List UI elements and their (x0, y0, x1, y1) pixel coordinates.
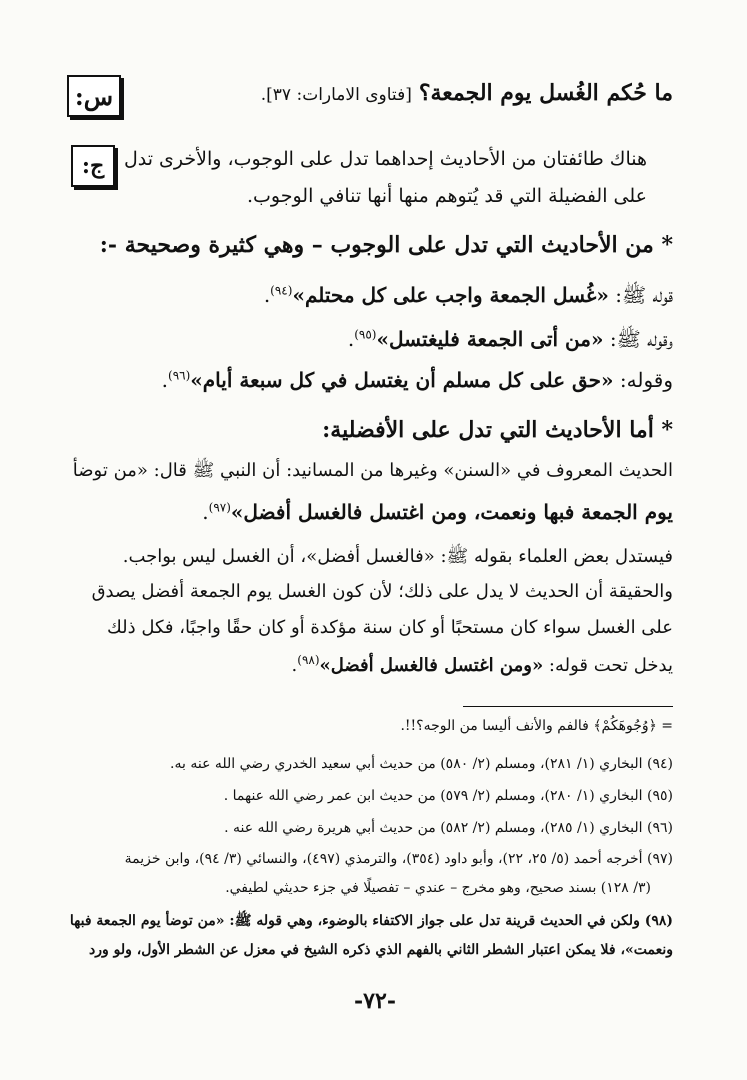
footnote-divider (463, 706, 673, 707)
hadith-line-2 (348, 327, 673, 356)
footnote-ref-98: (٩٨) (297, 653, 320, 667)
footnote-97-continued: (٣/ ١٢٨) بسند صحيح، وهو مخرج – عندي – تفصيلًا في جزء حديثي لطيفي. (225, 880, 651, 896)
section-heading-obligation: * من الأحاديث التي تدل على الوجوب – وهي كثيرة وصحيحة -: (99, 232, 673, 258)
paragraph-line-3: فيستدل بعض العلماء بقوله ﷺ: «فالغسل أفضل»، أن الغسل ليس بواجب. (122, 546, 673, 567)
answer-label-box (71, 145, 115, 187)
hadith-3-intro: وقوله: (613, 368, 673, 392)
footnote-94: (٩٤) البخاري (١/ ٢٨١)، ومسلم (٢/ ٥٨٠) من حديث أبي سعيد الخدري رضي الله عنه به. (170, 756, 673, 772)
section-heading-virtue: * أما الأحاديث التي تدل على الأفضلية: (322, 417, 673, 443)
hadith-2-intro: وقوله ﷺ: (603, 327, 673, 351)
question-label-box (67, 75, 121, 117)
answer-line-1: هناك طائفتان من الأحاديث إحداهما تدل على الوجوب، والأخرى تدل (123, 148, 647, 170)
hadith-line-1 (264, 283, 673, 312)
hadith-4-text: يوم الجمعة فبها ونعمت، ومن اغتسل فالغسل أفضل» (230, 500, 673, 524)
hadith-line-3 (162, 368, 673, 392)
hadith-3-end: . (161, 368, 169, 392)
footnote-98-continued: ونعمت»، فلا يمكن اعتبار الشطر الثاني بالفهم الذي ذكره الشيخ في معزل عن الشطر الأول، ولو ورد (88, 942, 673, 958)
question-source: [فتاوى الامارات: ٣٧]. (260, 85, 412, 105)
paragraph-line-6-end: . (291, 655, 298, 676)
paragraph-line-5: على الغسل سواء كان مستحبًا أو كان سنة مؤكدة أو كان حقًا واجبًا، فكل ذلك (106, 617, 673, 638)
question-label: س: (74, 81, 114, 111)
hadith-2-end: . (347, 327, 355, 351)
footnote-ref-96: (٩٦) (168, 368, 191, 383)
footnote-97: (٩٧) أخرجه أحمد (٥/ ٢٥، ٢٢)، وأبو داود (٣٥٤)، والترمذي (٤٩٧)، والنسائي (٣/ ٩٤)، وابن خزيمة (124, 851, 673, 867)
paragraph-line-2 (202, 500, 673, 524)
footnote-95: (٩٥) البخاري (١/ ٢٨٠)، ومسلم (٢/ ٥٧٩) من حديث ابن عمر رضي الله عنهما . (223, 788, 673, 804)
paragraph-line-4: والحقيقة أن الحديث لا يدل على ذلك؛ لأن كون الغسل يوم الجمعة أفضل يصدق (91, 581, 673, 602)
paragraph-line-2-end: . (202, 500, 209, 524)
hadith-5-text: «ومن اغتسل فالغسل أفضل» (319, 655, 544, 676)
question-text: ما حُكم الغُسل يوم الجمعة؟ (418, 80, 673, 106)
hadith-1-end: . (263, 283, 271, 307)
page-number: -٧٢- (354, 988, 396, 1014)
hadith-3-text: «حق على كل مسلم أن يغتسل في كل سبعة أيام» (190, 368, 614, 392)
answer-label: ج: (81, 153, 105, 179)
question-line (261, 80, 673, 106)
paragraph-line-1: الحديث المعروف في «السنن» وغيرها من المسانيد: أن النبي ﷺ قال: «من توضأ (72, 460, 673, 481)
footnote-ref-97: (٩٧) (208, 500, 231, 515)
footnote-continuation: = ﴿وُجُوهَكُمْ﴾ فالفم والأنف أليسا من الوجه؟!!. (400, 718, 673, 734)
footnote-ref-94: (٩٤) (270, 283, 293, 298)
footnote-ref-95: (٩٥) (354, 327, 377, 342)
hadith-2-text: «من أتى الجمعة فليغتسل» (376, 327, 604, 351)
answer-line-2: على الفضيلة التي قد يُتوهم منها أنها تنافي الوجوب. (246, 185, 647, 207)
paragraph-line-6 (292, 653, 673, 676)
hadith-1-intro: قوله ﷺ: (608, 283, 673, 307)
footnote-98: (٩٨) ولكن في الحديث قرينة تدل على جواز الاكتفاء بالوضوء، وهي قوله ﷺ: «من توضأ يوم الجمعة فبها (69, 913, 673, 929)
footnote-96: (٩٦) البخاري (١/ ٢٨٥)، ومسلم (٢/ ٥٨٢) من حديث أبي هريرة رضي الله عنه . (224, 820, 673, 836)
hadith-1-text: «غُسل الجمعة واجب على كل محتلم» (292, 283, 609, 307)
paragraph-line-6-intro: يدخل تحت قوله: (543, 655, 673, 676)
